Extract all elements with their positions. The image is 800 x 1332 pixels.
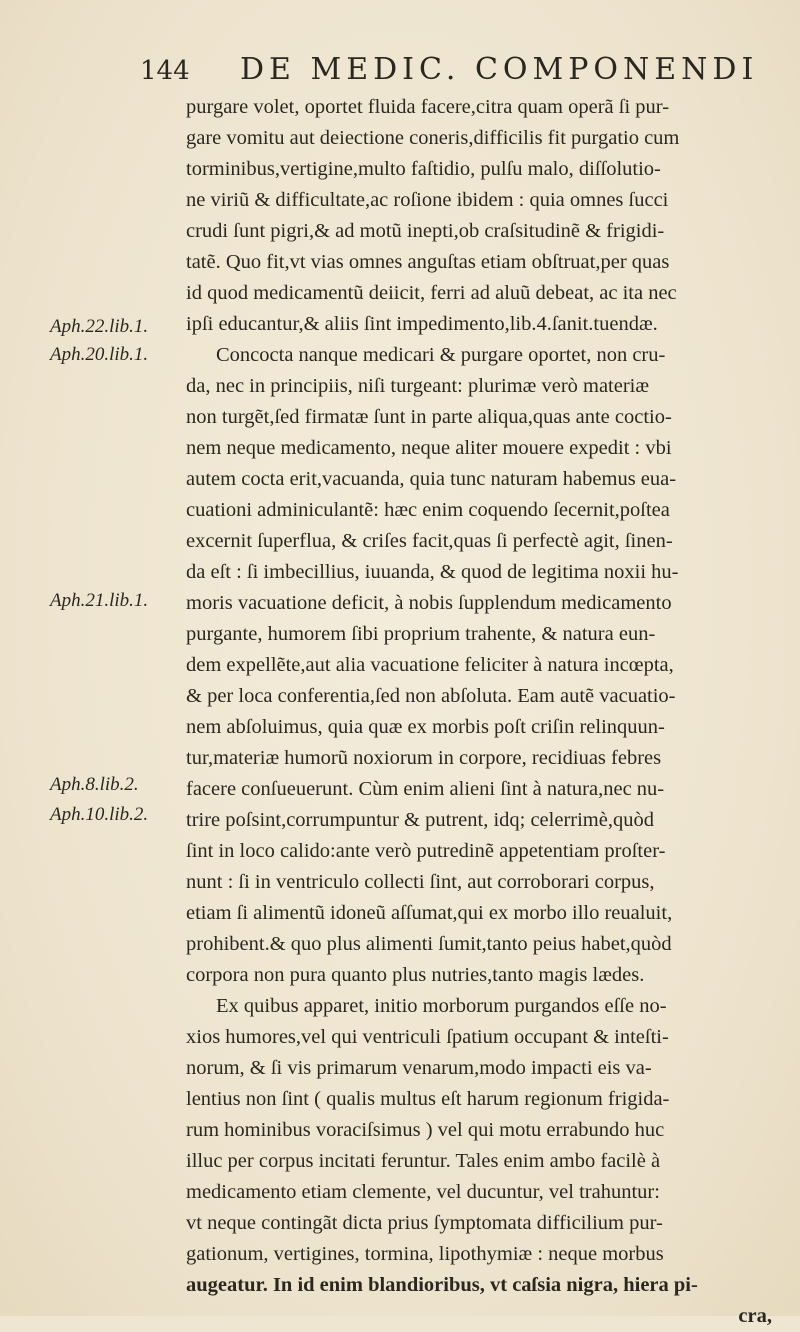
text-line: da, nec in principiis, niſi turgeant: plurimæ verò materiæ — [186, 375, 650, 397]
margin-note: Aph.8.lib.2. — [50, 774, 139, 795]
text-line: ſint in loco calido:ante verò putredinẽ appetentiam proſter- — [186, 840, 666, 862]
running-title: DE MEDIC. COMPONENDI — [240, 52, 759, 87]
text-line: nem neque medicamento, neque aliter mouere expedit : vbi — [186, 437, 672, 459]
text-line: & per loca conferentia,ſed non abſoluta. Eam autẽ vacuatio- — [186, 685, 676, 707]
page-number: 144 — [140, 56, 190, 86]
text-line: da eſt : ſi imbecillius, iuuanda, & quod de legitima noxii hu- — [186, 561, 679, 583]
text-line: illuc per corpus incitati feruntur. Tales enim ambo facilè à — [186, 1150, 661, 1172]
text-line: cuationi adminiculantẽ: hæc enim coquendo ſecernit,poſtea — [186, 499, 670, 521]
body-text — [186, 92, 786, 1332]
text-line: crudi ſunt pigri,& ad motũ inepti,ob craſsitudinẽ & frigidi- — [186, 220, 665, 242]
text-line: tatẽ. Quo fit,vt vias omnes anguſtas etiam obſtruat,per quas — [186, 251, 670, 273]
text-line: facere conſueuerunt. Cùm enim alieni ſint à natura,nec nu- — [186, 778, 665, 800]
text-line: vt neque contingãt dicta prius ſymptomata difficilium pur- — [186, 1212, 663, 1234]
text-line: gare vomitu aut deiectione coneris,difficilis fit purgatio cum — [186, 127, 680, 149]
text-line: id quod medicamentũ deiicit, ferri ad aluũ debeat, ac ita nec — [186, 282, 677, 304]
text-line: gationum, vertigines, tormina, lipothymiæ : neque morbus — [186, 1243, 664, 1265]
text-line: augeatur. In id enim blandioribus, vt caſsia nigra, hiera pi- — [186, 1274, 698, 1296]
text-line: Ex quibus apparet, initio morborum purgandos eſſe no- — [216, 995, 667, 1017]
margin-note: Aph.21.lib.1. — [50, 590, 149, 611]
text-line: medicamento etiam clemente, vel ducuntur, vel trahuntur: — [186, 1181, 660, 1203]
text-line: purgare volet, oportet fluida facere,citra quam operã ſi pur- — [186, 96, 670, 118]
text-line: rum hominibus voraciſsimus ) vel qui motu errabundo huc — [186, 1119, 665, 1141]
text-line: non turgẽt,ſed firmatæ ſunt in parte aliqua,quas ante coctio- — [186, 406, 672, 428]
text-line: tur,materiæ humorũ noxiorum in corpore, recidiuas febres — [186, 747, 662, 769]
text-line: prohibent.& quo plus alimenti ſumit,tanto peius habet,quòd — [186, 933, 672, 955]
margin-note: Aph.10.lib.2. — [50, 804, 149, 825]
text-line: Concocta nanque medicari & purgare oportet, non cru- — [216, 344, 666, 366]
text-line: ipſi educantur,& aliis ſint impedimento,lib.4.ſanit.tuendæ. — [186, 313, 658, 335]
text-line: lentius non ſint ( qualis multus eſt harum regionum frigida- — [186, 1088, 670, 1110]
text-line: xios humores,vel qui ventriculi ſpatium occupant & inteſti- — [186, 1026, 669, 1048]
text-line: corpora non pura quanto plus nutries,tanto magis lædes. — [186, 964, 645, 986]
text-line: ne viriũ & difficultate,ac roſione ibidem : quia omnes ſucci — [186, 189, 669, 211]
text-line: purgante, humorem ſibi proprium trahente, & natura eun- — [186, 623, 656, 645]
text-line: trire poſsint,corrumpuntur & putrent, idq; celerrimè,quòd — [186, 809, 654, 831]
catchword: cra, — [738, 1305, 772, 1327]
margin-note: Aph.22.lib.1. — [50, 316, 149, 337]
text-line: moris vacuatione deficit, à nobis ſupplendum medicamento — [186, 592, 672, 614]
text-line: nunt : ſi in ventriculo collecti ſint, aut corroborari corpus, — [186, 871, 655, 893]
text-line: etiam ſi alimentũ idoneũ aſſumat,qui ex morbo illo reualuit, — [186, 902, 673, 924]
text-line: torminibus,vertigine,multo faſtidio, pulſu malo, diſſolutio- — [186, 158, 661, 180]
text-line: autem cocta erit,vacuanda, quia tunc naturam habemus eua- — [186, 468, 677, 490]
text-line: norum, & ſi vis primarum venarum,modo impacti eis va- — [186, 1057, 652, 1079]
text-line: dem expellẽte,aut alia vacuatione feliciter à natura incœpta, — [186, 654, 674, 676]
text-line: excernit ſuperflua, & criſes facit,quas ſi perfectè agit, ſinen- — [186, 530, 673, 552]
page-header — [140, 52, 780, 92]
margin-note: Aph.20.lib.1. — [50, 344, 149, 365]
text-line: nem abſoluimus, quia quæ ex morbis poſt criſin relinquun- — [186, 716, 665, 738]
